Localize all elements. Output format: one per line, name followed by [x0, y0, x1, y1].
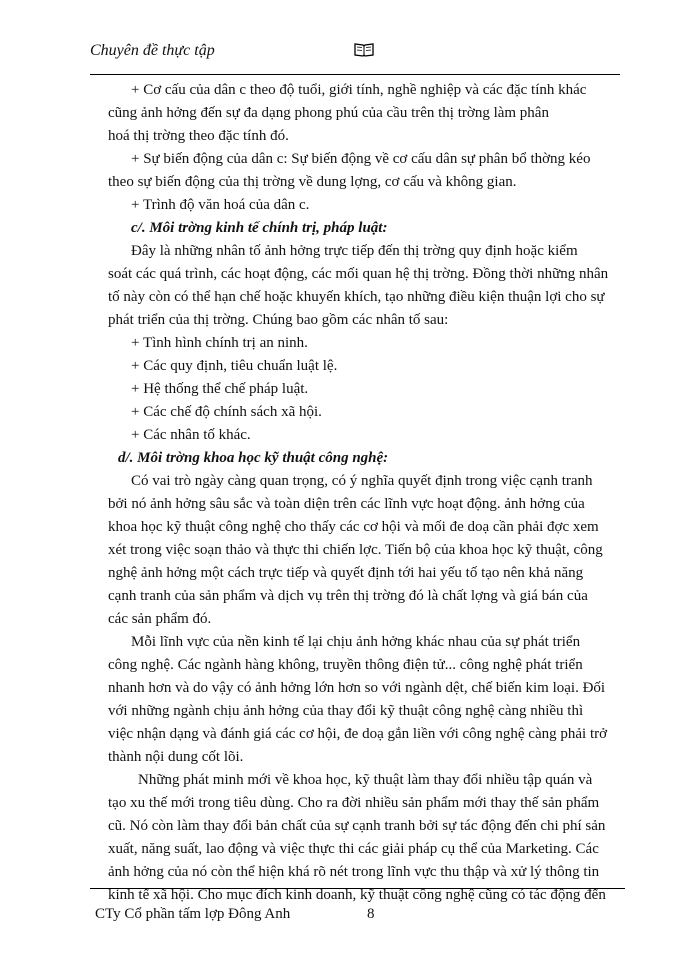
text-line: nghệ ảnh hởng một cách trực tiếp và quyết định tới hai yếu tố tạo nên khả năng	[108, 565, 584, 581]
text-line: bởi nó ảnh hởng sâu sắc và toàn diện trên các lĩnh vực hoạt động. ảnh hởng của	[108, 496, 585, 512]
text-line: + Cơ cấu của dân c theo độ tuổi, giới tính, nghề nghiệp và các đặc tính khác	[131, 82, 587, 98]
text-line: tố này còn có thể hạn chế hoặc khuyến khích, tạo những điều kiện thuận lợi cho sự	[108, 289, 605, 305]
section-heading-d: d/. Môi trờng khoa học kỹ thuật công nghệ:	[118, 450, 389, 466]
text-line: Những phát minh mới về khoa học, kỹ thuật làm thay đổi nhiều tập quán và	[138, 772, 593, 788]
footer-company: CTy Cổ phần tấm lợp Đông Anh	[95, 906, 291, 922]
text-line: xét trong việc soạn thảo và thực thi chiến lợc. Tiến bộ của khoa học kỹ thuật, công	[108, 542, 603, 558]
list-item: + Tình hình chính trị an ninh.	[131, 335, 308, 351]
text-line: cạnh tranh của sản phẩm và dịch vụ trên thị trờng đó là chất lợng và giá bán của	[108, 588, 588, 604]
text-line: cũng ảnh hởng đến sự đa dạng phong phú của cầu trên thị trờng làm phân	[108, 105, 549, 121]
list-item: + Các quy định, tiêu chuẩn luật lệ.	[131, 358, 338, 374]
page-number: 8	[367, 906, 375, 922]
text-line: cũ. Nó còn làm thay đổi bản chất của sự cạnh tranh bởi sự tác động đến chi phí sản	[108, 818, 606, 834]
text-line: + Trình độ văn hoá của dân c.	[131, 197, 310, 213]
text-line: thành nội dung cốt lõi.	[108, 749, 244, 765]
list-item: + Các nhân tố khác.	[131, 427, 251, 443]
text-line: kinh tế xã hội. Cho mục đích kinh doanh, kỹ thuật công nghệ cũng có tác động đến	[108, 887, 606, 903]
text-line: với những ngành chịu ảnh hởng của thay đổi kỹ thuật công nghệ càng nhiều thì	[108, 703, 584, 719]
text-line: ảnh hởng của nó còn thể hiện khá rõ nét trong lĩnh vực thu thập và xử lý thông tin	[108, 864, 600, 880]
book-icon	[354, 41, 374, 57]
text-line: việc nhận dạng và đánh giá các cơ hội, đe doạ gắn liền với công nghệ càng phải trở	[108, 726, 608, 742]
text-line: Đây là những nhân tố ảnh hởng trực tiếp đến thị trờng quy định hoặc kiểm	[131, 243, 578, 259]
text-line: Có vai trò ngày càng quan trọng, có ý nghĩa quyết định trong việc cạnh tranh	[131, 473, 593, 489]
section-heading-c: c/. Môi trờng kinh tế chính trị, pháp luật:	[131, 220, 388, 236]
text-line: tạo xu thế mới trong tiêu dùng. Cho ra đời nhiều sản phẩm mới thay thế sản phẩm	[108, 795, 600, 811]
text-line: theo sự biến động của thị trờng về dung lợng, cơ cấu và không gian.	[108, 174, 517, 190]
text-line: công nghệ. Các ngành hàng không, truyền thông điện tử... công nghệ phát triển	[108, 657, 583, 673]
text-line: hoá thị trờng theo đặc tính đó.	[108, 128, 289, 144]
text-line: nhanh hơn và do vậy có ảnh hởng lớn hơn so với ngành dệt, chế biến kim loại. Đối	[108, 680, 606, 696]
text-line: phát triển của thị trờng. Chúng bao gồm các nhân tố sau:	[108, 312, 449, 328]
footer-rule	[90, 888, 625, 889]
text-line: các sản phẩm đó.	[108, 611, 212, 627]
text-line: khoa học kỹ thuật công nghệ cho thấy các cơ hội và mối đe doạ cần phải đợc xem	[108, 519, 599, 535]
header-title: Chuyên đề thực tập	[90, 42, 215, 59]
text-line: xuất, năng suất, lao động và việc thực thi các giải pháp cụ thể của Marketing. Các	[108, 841, 599, 857]
text-line: + Sự biến động của dân c: Sự biến động về cơ cấu dân sự phân bổ thờng kéo	[131, 151, 591, 167]
text-line: soát các quá trình, các hoạt động, các mối quan hệ thị trờng. Đồng thời những nhân	[108, 266, 609, 282]
text-line: Mỗi lĩnh vực của nền kinh tế lại chịu ảnh hởng khác nhau của sự phát triển	[131, 634, 581, 650]
list-item: + Hệ thống thể chế pháp luật.	[131, 381, 309, 397]
list-item: + Các chế độ chính sách xã hội.	[131, 404, 322, 420]
page-header	[90, 40, 620, 75]
